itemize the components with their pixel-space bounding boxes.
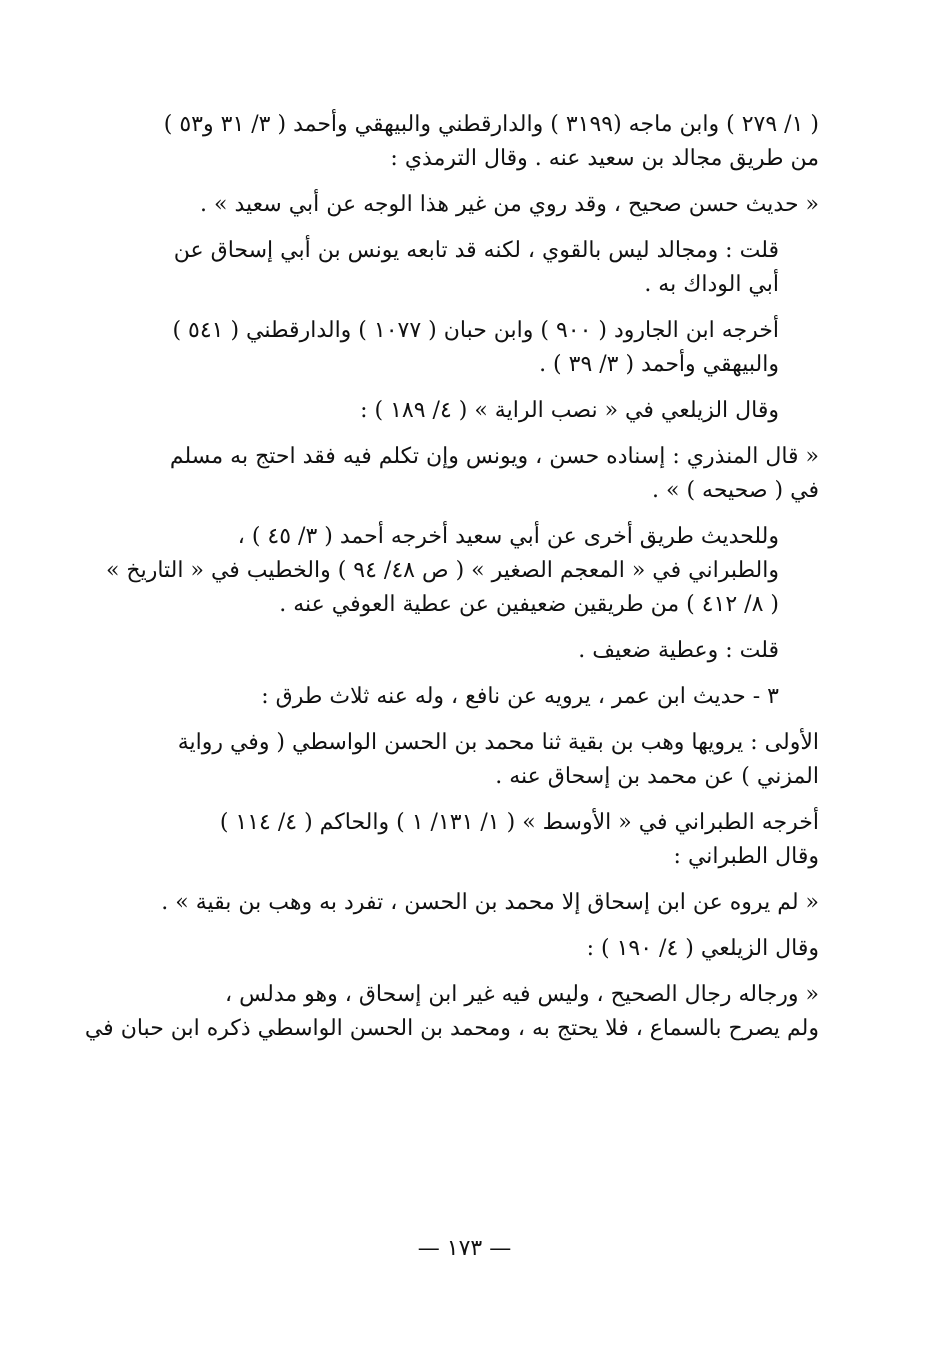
text-line: وقال الزيلعي ( ٤/ ١٩٠ ) :	[586, 936, 819, 961]
text-line: والطبراني في « المعجم الصغير » ( ص ٤٨/ ٩٤ ) والخطيب في « التاريخ »	[105, 558, 779, 583]
text-line: « حديث حسن صحيح ، وقد روي من غير هذا الوجه عن أبي سعيد » .	[200, 192, 819, 217]
text-line: « لم يروه عن ابن إسحاق إلا محمد بن الحسن ، تفرد به وهب بن بقية » .	[161, 890, 819, 915]
text-line: الأولى : يرويها وهب بن بقية ثنا محمد بن الحسن الواسطي ( وفي رواية	[177, 730, 819, 755]
paragraph	[138, 314, 819, 382]
text-line: قلت : ومجالد ليس بالقوي ، لكنه قد تابعه يونس بن أبي إسحاق عن	[173, 238, 779, 263]
text-line: وقال الزيلعي في « نصب الراية » ( ٤/ ١٨٩ ) :	[360, 398, 779, 423]
page-number: — ١٧٣ —	[417, 1236, 512, 1261]
text-line: المزني ) عن محمد بن إسحاق عنه .	[495, 764, 819, 789]
text-line: أخرجه الطبراني في « الأوسط » ( ١/ ١٣١/ ١ ) والحاكم ( ٤/ ١١٤ )	[219, 810, 819, 835]
paragraph	[138, 108, 819, 176]
quote-paragraph	[138, 188, 819, 222]
text-line: ٣ - حديث ابن عمر ، يرويه عن نافع ، وله عنه ثلاث طرق :	[261, 684, 779, 709]
text-line: وقال الطبراني :	[673, 844, 819, 869]
quote-paragraph	[138, 886, 819, 920]
text-line: أخرجه ابن الجارود ( ٩٠٠ ) وابن حبان ( ١٠٧٧ ) والدارقطني ( ٥٤١ )	[172, 318, 779, 343]
paragraph	[138, 394, 819, 428]
text-line: في ( صحيحه ) » .	[652, 478, 819, 503]
paragraph	[138, 234, 819, 302]
text-line: قلت : وعطية ضعيف .	[578, 638, 779, 663]
paragraph	[138, 726, 819, 794]
paragraph	[138, 932, 819, 966]
text-line: « قال المنذري : إسناده حسن ، ويونس وإن تكلم فيه فقد احتج به مسلم	[169, 444, 819, 469]
text-line: ( ٨/ ٤١٢ ) من طريقين ضعيفين عن عطية العوفي عنه .	[279, 592, 779, 617]
text-line: أبي الوداك به .	[644, 272, 779, 297]
text-line: « ورجاله رجال الصحيح ، وليس فيه غير ابن إسحاق ، وهو مدلس ،	[225, 982, 819, 1007]
text-line: من طريق مجالد بن سعيد عنه . وقال الترمذي :	[390, 146, 819, 171]
body-text	[84, 108, 819, 1058]
paragraph	[138, 806, 819, 874]
quote-paragraph	[84, 978, 819, 1046]
text-line: ( ١/ ٢٧٩ ) وابن ماجه (٣١٩٩ ) والدارقطني والبيهقي وأحمد ( ٣/ ٣١ و٥٣ )	[163, 112, 819, 137]
text-line: والبيهقي وأحمد ( ٣/ ٣٩ ) .	[539, 352, 779, 377]
quote-paragraph	[138, 440, 819, 508]
paragraph	[105, 520, 819, 622]
text-line: وللحديث طريق أخرى عن أبي سعيد أخرجه أحمد ( ٣/ ٤٥ ) ،	[237, 524, 779, 549]
text-line: ولم يصرح بالسماع ، فلا يحتج به ، ومحمد بن الحسن الواسطي ذكره ابن حبان في	[84, 1016, 819, 1041]
paragraph	[138, 634, 819, 668]
section-heading-paragraph	[138, 680, 819, 714]
